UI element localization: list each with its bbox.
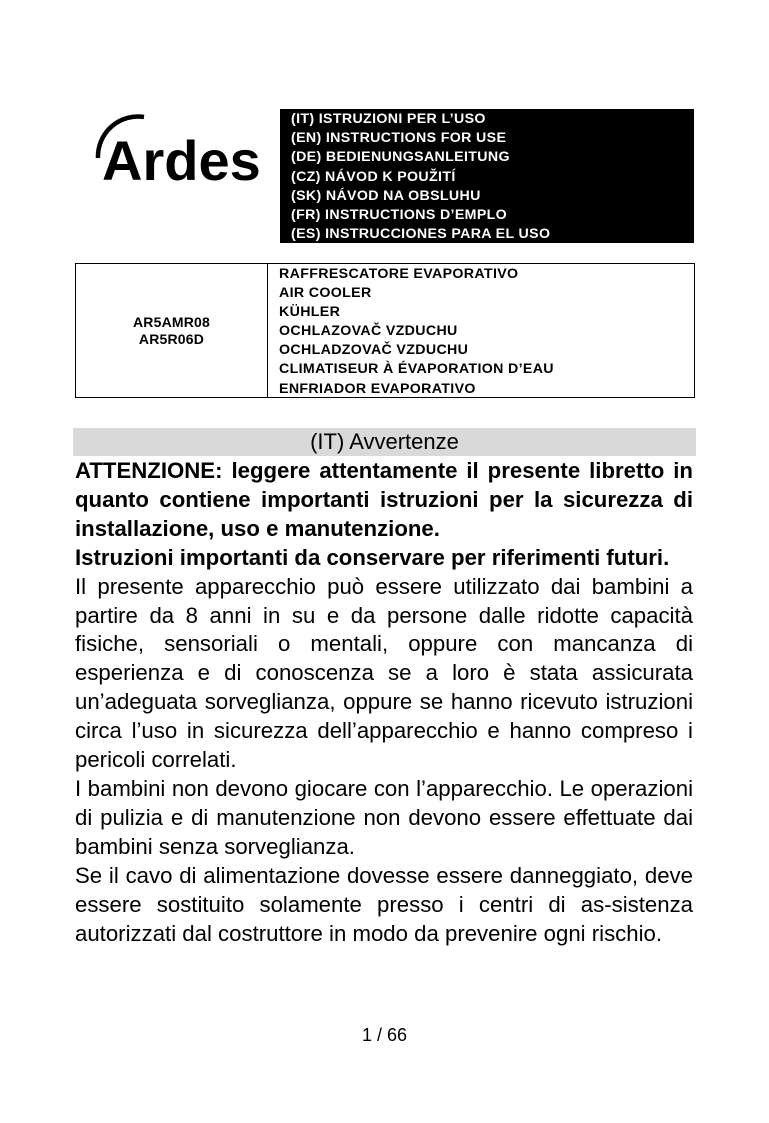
warning-paragraph: Il presente apparecchio può essere utilizzato dai bambini a partire da 8 anni in su e da persone dalle ridotte capacità fisiche, sensoriali o mentali, oppure con mancanza di esperienza e di conoscenza se a loro è stata assicurata un’adeguata sorveglianza, oppure se hanno ricevuto istruzioni circa l’uso in sicurezza dell’apparecchio e hanno compreso i pericoli correlati.: [75, 573, 693, 773]
language-item: (SK) NÁVOD NA OBSLUHU: [291, 187, 481, 204]
model-code: AR5R06D: [138, 330, 205, 347]
language-item: (EN) INSTRUCTIONS FOR USE: [291, 130, 507, 147]
warning-paragraph: Istruzioni importanti da conservare per riferimenti futuri.: [75, 544, 670, 570]
page-number: 1 / 66: [361, 1025, 408, 1045]
section-title: (IT) Avvertenze: [73, 428, 696, 456]
model-cell: [76, 264, 268, 397]
warning-paragraph: Se il cavo di alimentazione dovesse essere danneggiato, deve essere sostituito solamente presso i centri di as-sistenza autorizzati dal costruttore in modo da prevenire ogni rischio.: [75, 862, 693, 946]
warnings-body: [75, 457, 693, 948]
model-code: AR5AMR08: [132, 313, 211, 330]
ardes-logo-graphic: [86, 108, 276, 190]
product-name: CLIMATISEUR À ÉVAPORATION D’EAU: [279, 361, 554, 378]
product-name: OCHLADZOVAČ VZDUCHU: [279, 342, 469, 359]
warning-paragraph: I bambini non devono giocare con l’apparecchio. Le operazioni di pulizia e di manutenzione non devono essere effettuate dai bambini senza sorveglianza.: [75, 775, 693, 859]
language-list: [280, 109, 694, 243]
ardes-logo: [86, 108, 276, 190]
language-item: (ES) INSTRUCCIONES PARA EL USO: [291, 226, 551, 243]
warning-paragraph: ATTENZIONE: leggere attentamente il presente libretto in quanto contiene importanti istruzioni per la sicurezza di installazione, uso e manutenzione.: [75, 458, 693, 541]
product-name: RAFFRESCATORE EVAPORATIVO: [279, 266, 519, 282]
product-name: ENFRIADOR EVAPORATIVO: [279, 380, 476, 397]
brand-name: Ardes: [102, 129, 261, 190]
product-name: KÜHLER: [279, 304, 341, 321]
language-item: (IT) ISTRUZIONI PER L’USO: [291, 111, 486, 127]
product-name: AIR COOLER: [279, 285, 372, 302]
language-item: (FR) INSTRUCTIONS D’EMPLO: [291, 207, 508, 224]
language-item: (DE) BEDIENUNGSANLEITUNG: [291, 149, 510, 166]
model-table: [75, 263, 695, 398]
product-name: OCHLAZOVAČ VZDUCHU: [279, 323, 458, 340]
language-item: (CZ) NÁVOD K POUŽITÍ: [291, 168, 456, 185]
product-name-cell: [268, 264, 694, 397]
